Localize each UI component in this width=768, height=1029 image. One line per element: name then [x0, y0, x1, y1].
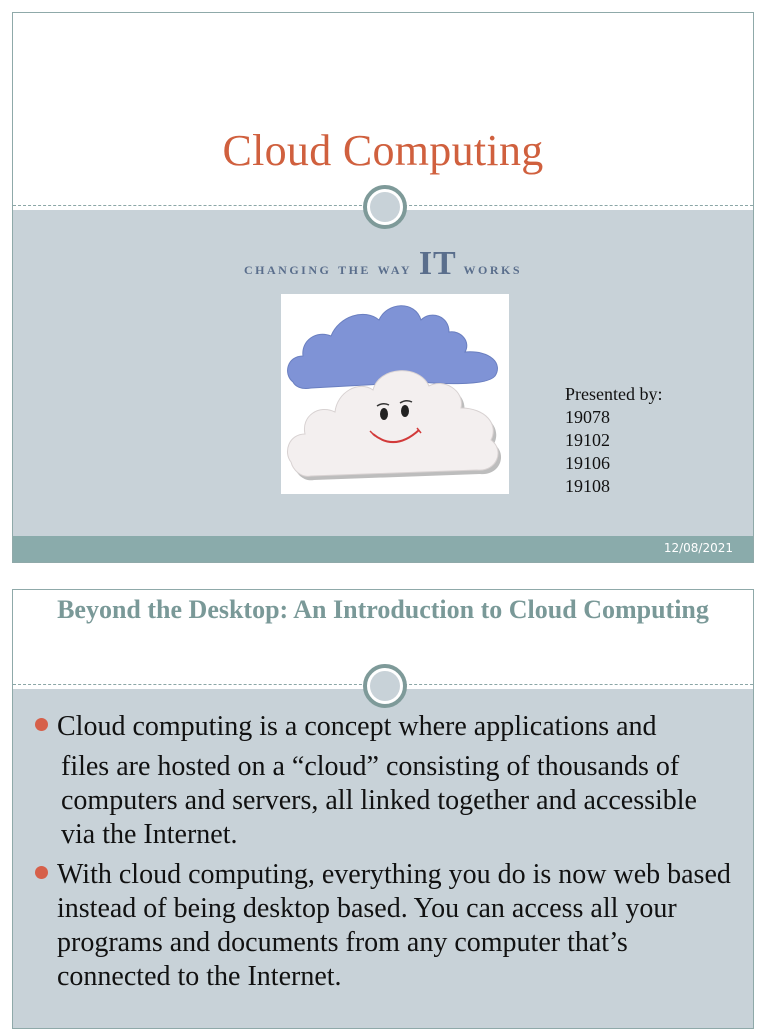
presenters-label: Presented by: [565, 384, 663, 404]
slide-subtitle [13, 245, 753, 283]
divider-ring-icon [363, 185, 407, 229]
subtitle-part2: works [463, 259, 522, 278]
subtitle-emphasis: IT [418, 245, 457, 282]
presenter-id: 19078 [565, 407, 610, 427]
bullet-dot-icon [35, 866, 48, 879]
slide-date: 12/08/2021 [663, 541, 733, 555]
title-slide [12, 12, 754, 563]
presenter-id: 19102 [565, 430, 610, 450]
title-area [13, 13, 753, 206]
bullet-dot-icon [35, 718, 48, 731]
presenter-id: 19108 [565, 476, 610, 496]
divider-ring-icon [363, 664, 407, 708]
bullet-list [35, 710, 735, 994]
presenter-id: 19106 [565, 453, 610, 473]
intro-slide [12, 589, 754, 1029]
smiling-cloud-icon [281, 294, 509, 494]
footer-bar [13, 536, 753, 562]
bullet-text: Cloud computing is a concept where applications and [57, 711, 657, 742]
list-item [35, 710, 735, 852]
slide-title: Cloud Computing [222, 126, 544, 175]
presenters-list [565, 383, 662, 498]
bullet-text: With cloud computing, everything you do is now web based instead of being desktop based. You can access all your programs and documents from any computer that’s connected to the Internet. [57, 859, 731, 992]
slide-title: Beyond the Desktop: An Introduction to Cloud Computing [57, 595, 709, 624]
bullet-text-continued: files are hosted on a “cloud” consisting of thousands of computers and servers, all linked together and accessible via the Internet. [61, 751, 697, 850]
list-item [35, 858, 735, 994]
subtitle-part1: changing the way [243, 259, 413, 278]
